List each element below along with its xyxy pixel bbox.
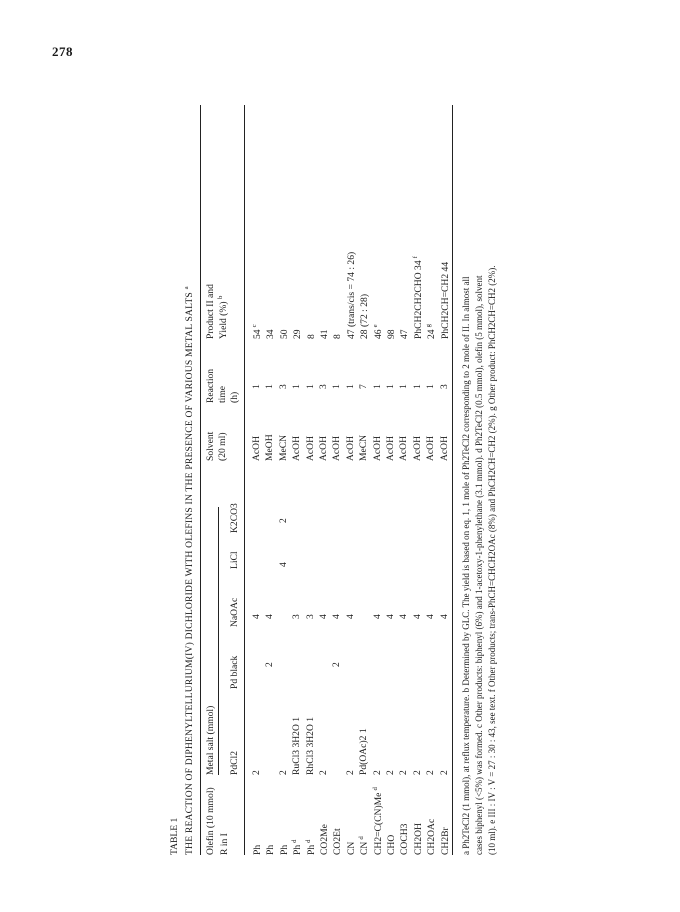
metal-salt-rule: [218, 507, 219, 775]
cell-pdcl2: [373, 770, 383, 775]
cell-pd-black: [332, 662, 342, 667]
cell-naoac: [413, 614, 423, 619]
cell-product-text: 28 (72 : 28): [359, 293, 371, 339]
cell-solvent-text: AcOH: [331, 435, 343, 461]
cell-solvent-text: AcOH: [385, 435, 396, 461]
cell-product: [373, 324, 384, 339]
cell-time: [279, 384, 289, 389]
cell-product-text: PhCH2CH2CHO 34: [412, 260, 424, 339]
cell-r-text: Ph: [278, 844, 290, 855]
cell-solvent: [319, 436, 329, 461]
cell-r-text: CH2=C(CN)Me: [372, 792, 384, 855]
cell-r: [413, 821, 424, 855]
cell-pdcl2: [426, 770, 436, 775]
cell-solvent: [373, 436, 383, 461]
cell-solvent: [426, 436, 436, 461]
cell-solvent: [346, 436, 356, 461]
cell-naoac-text: 4: [411, 614, 423, 619]
cell-time: [332, 384, 342, 389]
cell-pdcl2-text: RhCl3 3H2O 1: [304, 716, 316, 775]
cell-solvent-text: AcOH: [411, 435, 423, 461]
cell-pdcl2-text: 2: [438, 770, 450, 775]
cell-pdcl2: [413, 770, 423, 775]
cell-product-text: 54: [252, 329, 264, 339]
cell-product: [426, 324, 437, 339]
cell-pdcl2: [399, 770, 409, 775]
cell-solvent-text: AcOH: [318, 435, 329, 461]
cell-naoac-text: 4: [438, 614, 450, 619]
cell-r: [386, 833, 397, 855]
cell-naoac: [292, 614, 302, 619]
cell-time: [346, 384, 356, 389]
header-pdcl2: PdCl2: [229, 751, 240, 775]
cell-r-text: CO2Me: [319, 824, 331, 855]
cell-product-text: 24: [426, 329, 438, 339]
rotated-table: [166, 99, 542, 859]
cell-time-text: 1: [371, 384, 383, 389]
cell-pd-black-text: 2: [331, 662, 343, 667]
cell-r-sup: d: [371, 787, 379, 791]
cell-product-text: 46: [372, 329, 384, 339]
cell-solvent-text: AcOH: [425, 435, 437, 461]
cell-r: [319, 822, 330, 855]
cell-solvent-text: AcOH: [291, 435, 303, 461]
cell-solvent: [265, 434, 275, 461]
header-time-1: Reaction: [205, 368, 216, 403]
header-product-2: [218, 296, 229, 339]
cell-time: [306, 384, 316, 389]
cell-pdcl2: [292, 717, 302, 775]
cell-r: [373, 787, 384, 855]
cell-naoac-text: 4: [385, 614, 396, 619]
cell-r: [440, 825, 451, 855]
cell-solvent: [386, 436, 396, 461]
cell-naoac: [399, 614, 409, 619]
cell-solvent-text: AcOH: [251, 435, 262, 461]
cell-time-text: 3: [318, 384, 329, 389]
bottom-rule: [452, 105, 453, 855]
cell-naoac: [386, 614, 396, 619]
cell-product: [386, 327, 397, 339]
cell-r-text: CH2Br: [439, 827, 451, 855]
cell-product-sup: e: [371, 324, 379, 328]
top-rule: [200, 105, 201, 855]
cell-product-text: 98: [386, 329, 398, 339]
cell-time-text: 1: [251, 384, 262, 389]
cell-product-text: 47 (trans/cis = 74 : 26): [345, 251, 357, 339]
cell-r-text: CHO: [386, 834, 398, 855]
cell-pdcl2-text: 2: [277, 770, 289, 775]
cell-product-text: 29: [292, 329, 304, 339]
table-title-sup: a: [183, 286, 190, 290]
cell-time: [373, 384, 383, 389]
cell-r: [332, 826, 343, 855]
header-naoac: NaOAc: [229, 597, 240, 627]
header-product-sup: b: [217, 295, 224, 300]
cell-r-text: CO2Et: [332, 828, 344, 855]
cell-naoac: [373, 614, 383, 619]
cell-pdcl2: [279, 770, 289, 775]
header-rule: [244, 105, 245, 855]
cell-product-text: 50: [278, 329, 290, 339]
cell-time-text: 3: [277, 384, 289, 389]
cell-licl: [279, 562, 289, 567]
cell-r: [426, 817, 437, 855]
cell-naoac: [319, 614, 329, 619]
cell-r: [252, 843, 263, 855]
cell-pdcl2: [346, 770, 356, 775]
cell-r-sup: d: [358, 836, 366, 840]
cell-product: [279, 327, 290, 339]
cell-naoac-text: 4: [331, 614, 343, 619]
cell-naoac: [426, 614, 436, 619]
header-time-2: time: [217, 385, 228, 403]
cell-pd-black-text: 2: [264, 662, 276, 667]
cell-pdcl2-text: 2: [318, 770, 329, 775]
footnote-line-1: a Ph2TeCl2 (1 mmol), at reflux temperature. b Determined by GLC. The yield is based on eq. 1, 1 mole of Ph2TeCl2 corresponding to 2 mole of II. In almost all: [461, 276, 471, 855]
cell-pdcl2-text: 2: [411, 770, 423, 775]
cell-time-text: 1: [425, 384, 437, 389]
cell-pdcl2-text: 2: [385, 770, 396, 775]
cell-solvent: [252, 436, 262, 461]
cell-pd-black: [265, 662, 275, 667]
cell-naoac-text: 4: [398, 614, 410, 619]
cell-r-text: CN: [345, 841, 357, 855]
cell-solvent: [332, 436, 342, 461]
table-label: TABLE 1: [169, 817, 180, 855]
cell-r-text: CN: [359, 841, 371, 855]
cell-pdcl2: [306, 717, 316, 775]
cell-time: [426, 384, 436, 389]
cell-solvent-text: AcOH: [438, 435, 450, 461]
footnotes: [460, 105, 499, 855]
cell-time-text: 1: [264, 384, 276, 389]
cell-time: [399, 384, 409, 389]
cell-product: [346, 250, 357, 339]
cell-solvent: [279, 435, 289, 461]
cell-r-sup: d: [304, 839, 312, 843]
cell-pdcl2-text: 2: [251, 770, 262, 775]
header-solvent-2: (20 ml): [217, 432, 228, 461]
cell-r: [399, 822, 410, 855]
cell-pdcl2-text: Pd(OAc)2 1: [358, 728, 370, 775]
table-title-text: THE REACTION OF DIPHENYLTELLURIUM(IV) DICHLORIDE WITH OLEFINS IN THE PRESENCE OF VARIOUS METAL SALTS: [184, 292, 196, 855]
cell-time-text: 1: [398, 384, 410, 389]
header-licl: LiCl: [229, 551, 240, 569]
cell-product-text: 8: [332, 334, 344, 339]
cell-naoac-text: 4: [251, 614, 262, 619]
cell-pdcl2: [359, 728, 369, 775]
cell-solvent: [399, 436, 409, 461]
cell-time-text: 1: [344, 384, 356, 389]
cell-product-sup: f: [411, 256, 419, 259]
cell-naoac-text: 4: [318, 614, 329, 619]
cell-solvent-text: AcOH: [371, 435, 383, 461]
cell-product: [399, 327, 410, 339]
cell-solvent: [440, 436, 450, 461]
cell-product-sup: g: [425, 324, 433, 328]
cell-pdcl2: [319, 770, 329, 775]
cell-r-text: COCH3: [399, 823, 411, 855]
cell-time: [265, 384, 275, 389]
cell-product-text: 47: [399, 329, 411, 339]
cell-pdcl2: [440, 770, 450, 775]
cell-naoac: [346, 614, 356, 619]
cell-solvent: [292, 436, 302, 461]
cell-r: [292, 840, 303, 856]
cell-r-text: Ph: [265, 844, 277, 855]
header-product-1: Product II and: [205, 284, 216, 339]
header-solvent-1: Solvent: [205, 431, 216, 461]
cell-product: [332, 332, 343, 339]
cell-naoac-text: 3: [304, 614, 316, 619]
cell-licl-text: 4: [277, 562, 289, 567]
cell-pdcl2-text: 2: [398, 770, 410, 775]
cell-solvent-text: AcOH: [304, 435, 316, 461]
cell-product: [359, 292, 370, 339]
cell-solvent-text: AcOH: [398, 435, 410, 461]
cell-naoac-text: 4: [425, 614, 437, 619]
cell-solvent-text: MeCN: [277, 434, 289, 461]
cell-product-text: 34: [265, 329, 277, 339]
cell-r-text: Ph: [252, 844, 264, 855]
footnote-line-3: (10 ml). e III : IV : V = 27 : 30 : 43, see text. f Other products; trans-PhCH=CHCH2OAc (8%) and PhCH2CH=CH2 (2%). g Other product: PhCH2CH=CH2 (2%).: [487, 265, 497, 855]
cell-naoac: [252, 614, 262, 619]
cell-solvent: [413, 436, 423, 461]
cell-time-text: 7: [358, 384, 370, 389]
cell-product: [413, 256, 424, 339]
cell-naoac: [265, 614, 275, 619]
cell-time-text: 1: [385, 384, 396, 389]
header-olefin-2: R in I: [219, 833, 230, 855]
cell-pdcl2: [386, 770, 396, 775]
cell-time-text: 1: [331, 384, 343, 389]
cell-r-text: CH2OH: [412, 823, 424, 855]
cell-product: [252, 324, 263, 339]
cell-r: [359, 836, 370, 855]
cell-r-text: Ph: [305, 844, 317, 855]
cell-pdcl2-text: 2: [425, 770, 437, 775]
cell-r-text: Ph: [292, 844, 304, 855]
cell-naoac-text: 3: [291, 614, 303, 619]
header-time-3: (h): [229, 391, 240, 403]
cell-r-text: CH2OAc: [426, 818, 438, 855]
cell-solvent: [359, 435, 369, 461]
cell-product-text: PhCH2CH=CH2 44: [439, 261, 451, 339]
header-k2co3: K2CO3: [229, 503, 240, 533]
cell-pdcl2-text: 2: [344, 770, 356, 775]
cell-r: [306, 840, 317, 856]
cell-solvent: [306, 436, 316, 461]
cell-time: [252, 384, 262, 389]
cell-product: [292, 327, 303, 339]
cell-naoac-text: 4: [371, 614, 383, 619]
cell-time: [292, 384, 302, 389]
cell-naoac: [332, 614, 342, 619]
cell-product-text: 8: [305, 334, 317, 339]
cell-pdcl2-text: 2: [371, 770, 383, 775]
cell-product: [440, 260, 451, 339]
header-product-2-text: Yield (%): [218, 301, 230, 339]
cell-pdcl2: [252, 770, 262, 775]
cell-product-sup: c: [251, 324, 258, 328]
cell-r-sup: d: [291, 839, 299, 843]
cell-naoac-text: 4: [264, 614, 276, 619]
cell-k2co3: [279, 518, 289, 523]
cell-product: [306, 332, 317, 339]
cell-time: [413, 384, 423, 389]
cell-pdcl2-text: RuCl3 3H2O 1: [291, 716, 303, 775]
cell-time: [386, 384, 396, 389]
cell-time-text: 1: [291, 384, 303, 389]
cell-time-text: 3: [438, 384, 450, 389]
table-title: [184, 286, 195, 855]
header-olefin-1: Olefin (10 mmol): [205, 787, 216, 855]
cell-r: [279, 843, 290, 855]
cell-solvent-text: MeOH: [264, 434, 276, 461]
header-metal-salt: Metal salt (mmol): [205, 705, 216, 775]
cell-time-text: 1: [304, 384, 316, 389]
cell-naoac: [306, 614, 316, 619]
cell-product: [265, 327, 276, 339]
cell-r: [265, 843, 276, 855]
cell-naoac-text: 4: [344, 614, 356, 619]
cell-r: [346, 840, 357, 855]
page-number: 278: [52, 44, 73, 59]
cell-product: [319, 327, 330, 339]
cell-time-text: 1: [411, 384, 423, 389]
header-pd-black: Pd black: [229, 655, 240, 689]
footnote-line-2: cases biphenyl (<5%) was formed. c Other products: biphenyl (6%) and 1-acetoxy-1-phenylethane (3.1 mmol). d Ph2TeCl2 (0.5 mmol), olefin (5 mmol), solvent: [474, 275, 484, 855]
cell-k2co3-text: 2: [277, 518, 289, 523]
cell-product-text: 41: [319, 329, 331, 339]
cell-solvent-text: MeCN: [358, 434, 370, 461]
cell-time: [440, 384, 450, 389]
cell-time: [359, 384, 369, 389]
cell-solvent-text: AcOH: [344, 435, 356, 461]
cell-time: [319, 384, 329, 389]
cell-naoac: [440, 614, 450, 619]
